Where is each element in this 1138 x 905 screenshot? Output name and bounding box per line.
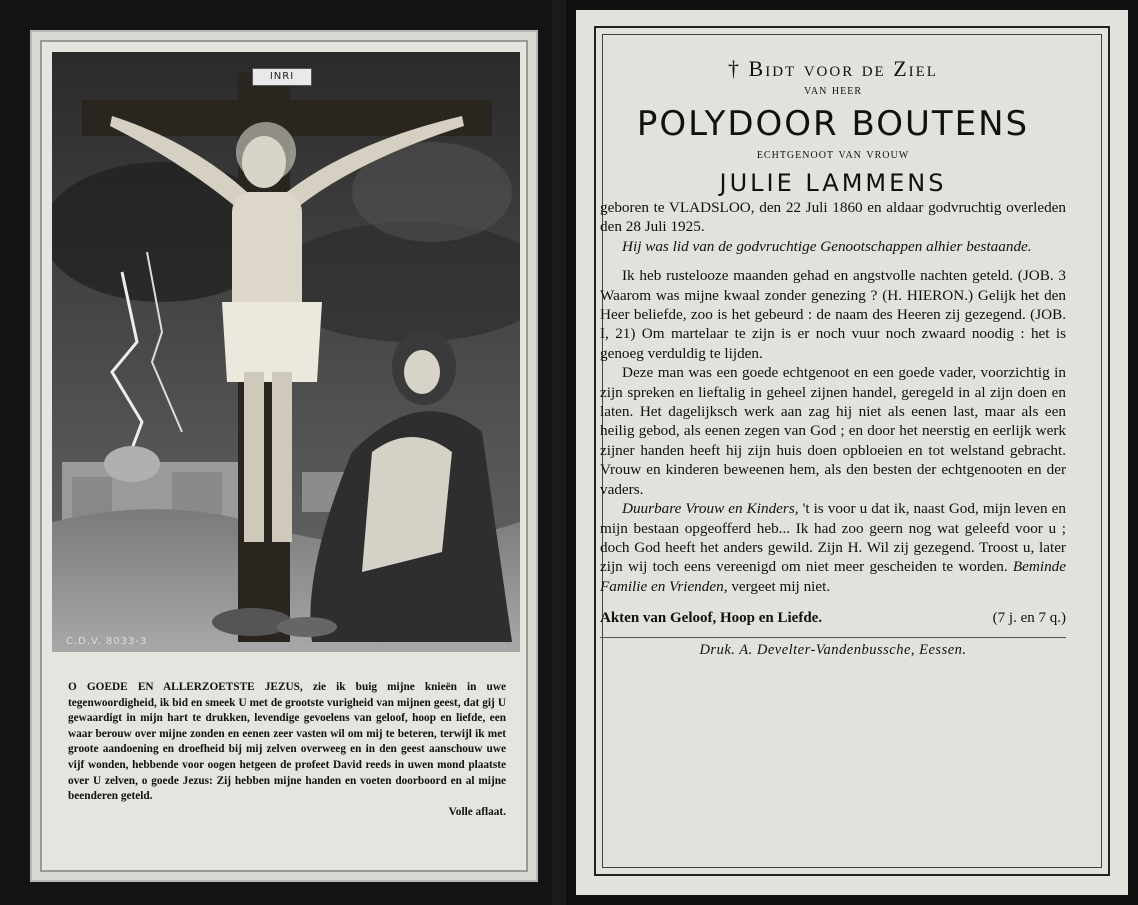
left-card-border	[40, 40, 528, 872]
prayer-text-block	[68, 680, 506, 820]
acts-note: (7 j. en 7 q.)	[992, 610, 1066, 627]
plate-code: C.D.V. 8033-3	[66, 636, 148, 647]
scripture-paragraph: Ik heb rustelooze maanden gehad en angstvolle nachten geteld. (JOB. 3 Waarom was mijne kwaal zonder genezing ? (H. HIERON.) Gelijk het den Heer beliefde, zoo is het gebeurd : de naam des Heeren zij gezegend. (JOB. I, 21) Om martelaar te zijn is er noch vuur noch zwaard noodig : het is genoeg verduldig te lijden.	[600, 267, 1066, 362]
left-card-paper	[30, 30, 538, 882]
farewell-paragraph	[600, 499, 1066, 596]
divider	[600, 637, 1066, 638]
indulgence-note: Volle aflaat.	[448, 805, 506, 818]
character-paragraph: Deze man was een goede echtgenoot en een goede vader, voorzichtig in zijn spreken en lieftalig in geheel zijnen handel, geregeld in al zijn doen en laten. Het dagelijksch werk aan zag hij niet als eenen last, maar als een heilig gebod, als eenen zegen van God ; en door het neerstig en eerlijk werk zijner handen heeft hij zijn huis doen opbloeien en tot welstand gebracht. Vrouw en kinderen beweenen hem, als den besten der echtgenooten en der vaders.	[600, 364, 1066, 498]
crucifixion-scene	[52, 52, 520, 652]
memorial-text	[600, 50, 1066, 659]
inri-sign: INRI	[252, 68, 312, 86]
right-card-paper	[576, 10, 1128, 895]
prayer-heading: † Bidt voor de Ziel	[728, 56, 938, 81]
prayer-text: O GOEDE EN ALLERZOETSTE JEZUS, zie ik buig mijne knieën in uwe tegenwoordigheid, ik bid en smeek U met de grootste vurigheid van mijnen geest, dat gij U gewaardigt in mijn hart te drukken, levendige gevoelens van geloof, hoop en liefde, een waar berouw over mijne zonden en eenen zeer vasten wil om mij te beteren, terwijl ik met groote aandoening en droefheid bij mij zelven overweeg en in den geest aanschouw uwe vijf wonden, hebbende voor oogen hetgeen de profeet David reeds in uwen mond plaatste over U zelven, o goede Jezus: Zij hebben mijne handen en voeten doorboord en al mijne beenderen geteld.	[68, 681, 506, 803]
farewell-family: Beminde Familie en Vrienden,	[600, 558, 1067, 595]
farewell-body: 't is voor u dat ik, naast God, mijn leven en mijn bestaan opgeofferd heb... Ik had zoo geern nog wat geleefd voor u ; doch God heeft het anders gewild. Zijn H. Wil zij gezegend. Troost u, later zijn wij toch eens vereenigd om niet meer gescheiden te worden.	[600, 500, 1066, 576]
crucifixion-illustration	[52, 52, 520, 652]
birth-death-line: geboren te VLADSLOO, den 22 Juli 1860 en aldaar godvruchtig overleden den 28 Juli 1925.	[600, 199, 1066, 236]
left-card	[0, 0, 552, 905]
acts-line	[600, 610, 1066, 627]
spouse-intro: echtgenoot van vrouw	[756, 147, 910, 162]
right-card	[566, 0, 1138, 905]
deceased-name: POLYDOOR BOUTENS	[636, 104, 1030, 144]
acts-label: Akten van Geloof, Hoop en Liefde.	[600, 610, 823, 627]
farewell-address: Duurbare Vrouw en Kinders,	[622, 500, 799, 518]
printer-credit: Druk. A. Develter-Vandenbussche, Eessen.	[699, 642, 967, 659]
membership-line: Hij was lid van de godvruchtige Genootschappen alhier bestaande.	[622, 237, 1032, 255]
farewell-tail: vergeet mij niet.	[727, 577, 831, 595]
van-heer-line: van heer	[804, 83, 862, 98]
spouse-name: JULIE LAMMENS	[719, 169, 947, 197]
